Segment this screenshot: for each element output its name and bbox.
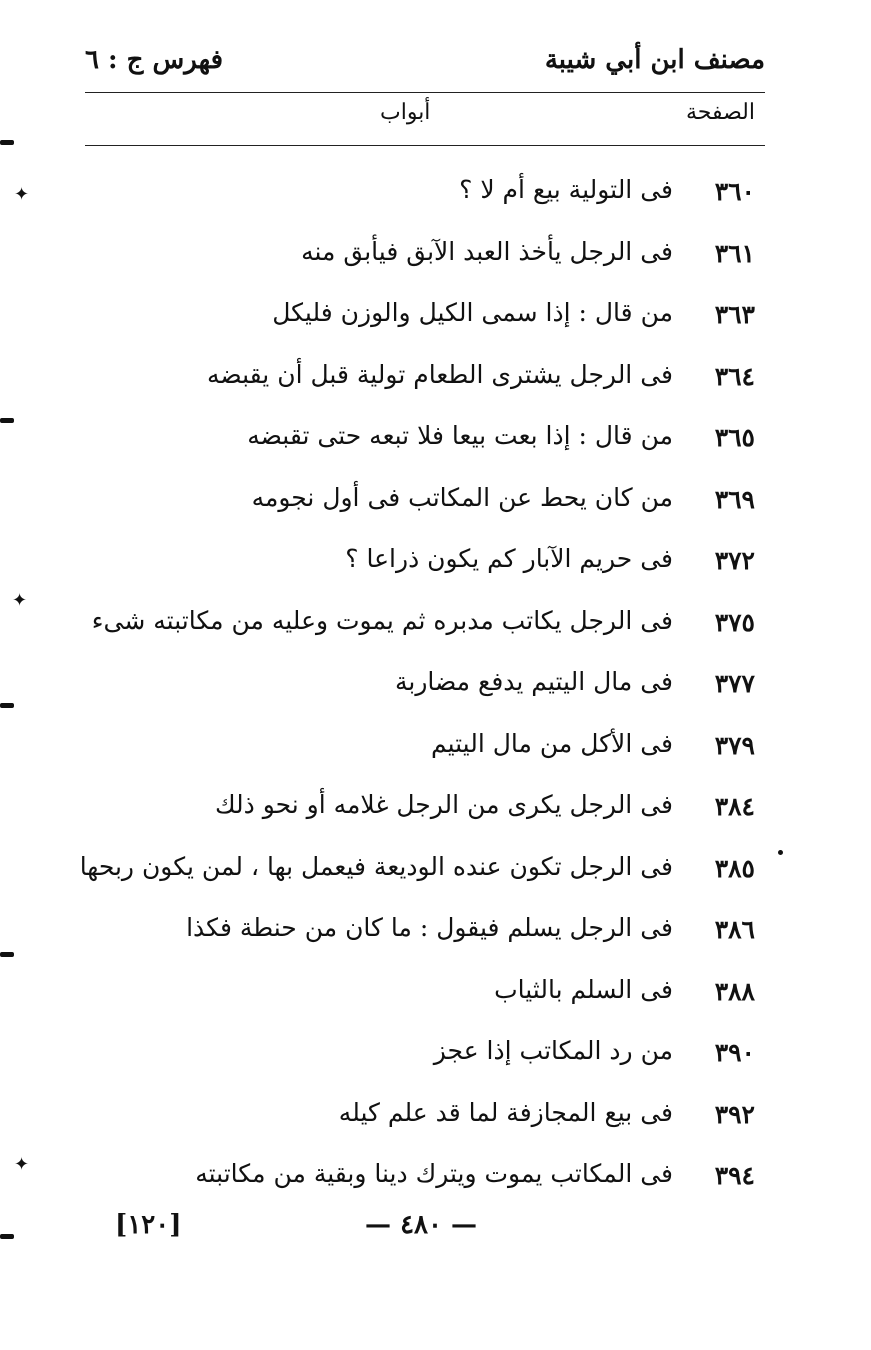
entry-title: فى التولية بيع أم لا ؟ — [459, 175, 673, 204]
entry-title: فى بيع المجازفة لما قد علم كيله — [338, 1097, 673, 1127]
index-entry — [85, 227, 765, 289]
page-column-heading: الصفحة — [685, 100, 755, 125]
entry-page-number: ٣٧٧ — [714, 669, 755, 698]
scan-mark: ✦ — [14, 1154, 30, 1175]
scan-mark — [0, 703, 14, 708]
entry-page-number: ٣٧٢ — [714, 546, 755, 575]
entry-title: فى الرجل تكون عنده الوديعة فيعمل بها ، لمن يكون ربحها — [79, 851, 673, 881]
entry-title: من كان يحط عن المكاتب فى أول نجومه — [251, 482, 673, 512]
entry-page-number: ٣٧٥ — [714, 607, 755, 637]
index-entry — [85, 1088, 765, 1150]
book-title: مصنف ابن أبي شيبة — [544, 45, 765, 75]
entry-page-number: ٣٩٢ — [714, 1099, 755, 1129]
index-entry — [85, 165, 765, 227]
index-entry — [85, 1026, 765, 1088]
entry-title: فى الرجل يشترى الطعام تولية قبل أن يقبضه — [207, 359, 673, 389]
header-rule — [85, 92, 765, 93]
entry-title: فى الأكل من مال اليتيم — [430, 728, 673, 758]
scan-mark — [0, 418, 14, 423]
entry-page-number: ٣٧٩ — [714, 730, 755, 760]
page-footer — [85, 1210, 765, 1250]
entry-page-number: ٣٦٤ — [714, 361, 755, 391]
running-header — [85, 45, 765, 89]
index-entry — [85, 780, 765, 842]
entry-page-number: ٣٨٦ — [714, 915, 755, 944]
scan-mark: ✦ — [14, 184, 30, 205]
entry-page-number: ٣٦٥ — [714, 423, 755, 452]
scan-mark — [0, 140, 14, 145]
entry-title: من قال : إذا سمى الكيل والوزن فليكل — [272, 298, 673, 327]
index-entry — [79, 842, 765, 904]
index-entry — [85, 1149, 765, 1211]
chapters-column-heading: أبواب — [380, 100, 431, 125]
index-entry — [85, 534, 765, 596]
index-entry — [85, 473, 765, 535]
entry-page-number: ٣٨٨ — [714, 976, 755, 1006]
scan-mark: ✦ — [12, 590, 28, 611]
entry-page-number: ٣٨٤ — [714, 792, 755, 821]
scan-mark — [778, 850, 783, 855]
entry-page-number: ٣٩٤ — [714, 1161, 755, 1190]
sheet-number: [١٢٠] — [115, 1210, 182, 1240]
column-headings — [85, 100, 765, 140]
entry-page-number: ٣٨٥ — [714, 853, 755, 883]
entry-title: من رد المكاتب إذا عجز — [433, 1036, 673, 1065]
entry-title: فى الرجل يأخذ العبد الآبق فيأبق منه — [301, 236, 673, 266]
scan-mark — [0, 952, 14, 957]
entry-page-number: ٣٦١ — [714, 238, 755, 268]
entry-title: فى المكاتب يموت ويترك دينا وبقية من مكاتبته — [195, 1159, 673, 1188]
index-label: فهرس ج : ٦ — [85, 45, 224, 75]
page-number: — ٤٨٠ — — [365, 1210, 478, 1240]
column-heading-rule — [85, 145, 765, 146]
index-entry — [85, 288, 765, 350]
entry-title: فى الرجل يكاتب مدبره ثم يموت وعليه من مكاتبته شىء — [91, 605, 673, 635]
index-entry — [85, 965, 765, 1027]
scan-mark — [0, 1234, 14, 1239]
entry-title: فى مال اليتيم يدفع مضاربة — [394, 667, 673, 696]
entry-title: من قال : إذا بعت بيعا فلا تبعه حتى تقبضه — [247, 421, 673, 450]
entry-page-number: ٣٦٣ — [714, 300, 755, 329]
entry-title: فى الرجل يكرى من الرجل غلامه أو نحو ذلك — [214, 790, 673, 819]
index-entry — [85, 596, 765, 658]
index-entry — [85, 903, 765, 965]
entry-title: فى حريم الآبار كم يكون ذراعا ؟ — [345, 544, 673, 573]
entry-page-number: ٣٦٩ — [714, 484, 755, 514]
entry-title: فى الرجل يسلم فيقول : ما كان من حنطة فكذا — [186, 913, 673, 942]
entry-title: فى السلم بالثياب — [494, 974, 673, 1004]
entry-page-number: ٣٦٠ — [714, 177, 755, 206]
index-entry — [85, 350, 765, 412]
index-entry — [85, 719, 765, 781]
index-entry — [85, 657, 765, 719]
index-entries — [79, 165, 765, 1211]
index-entry — [85, 411, 765, 473]
entry-page-number: ٣٩٠ — [714, 1038, 755, 1067]
